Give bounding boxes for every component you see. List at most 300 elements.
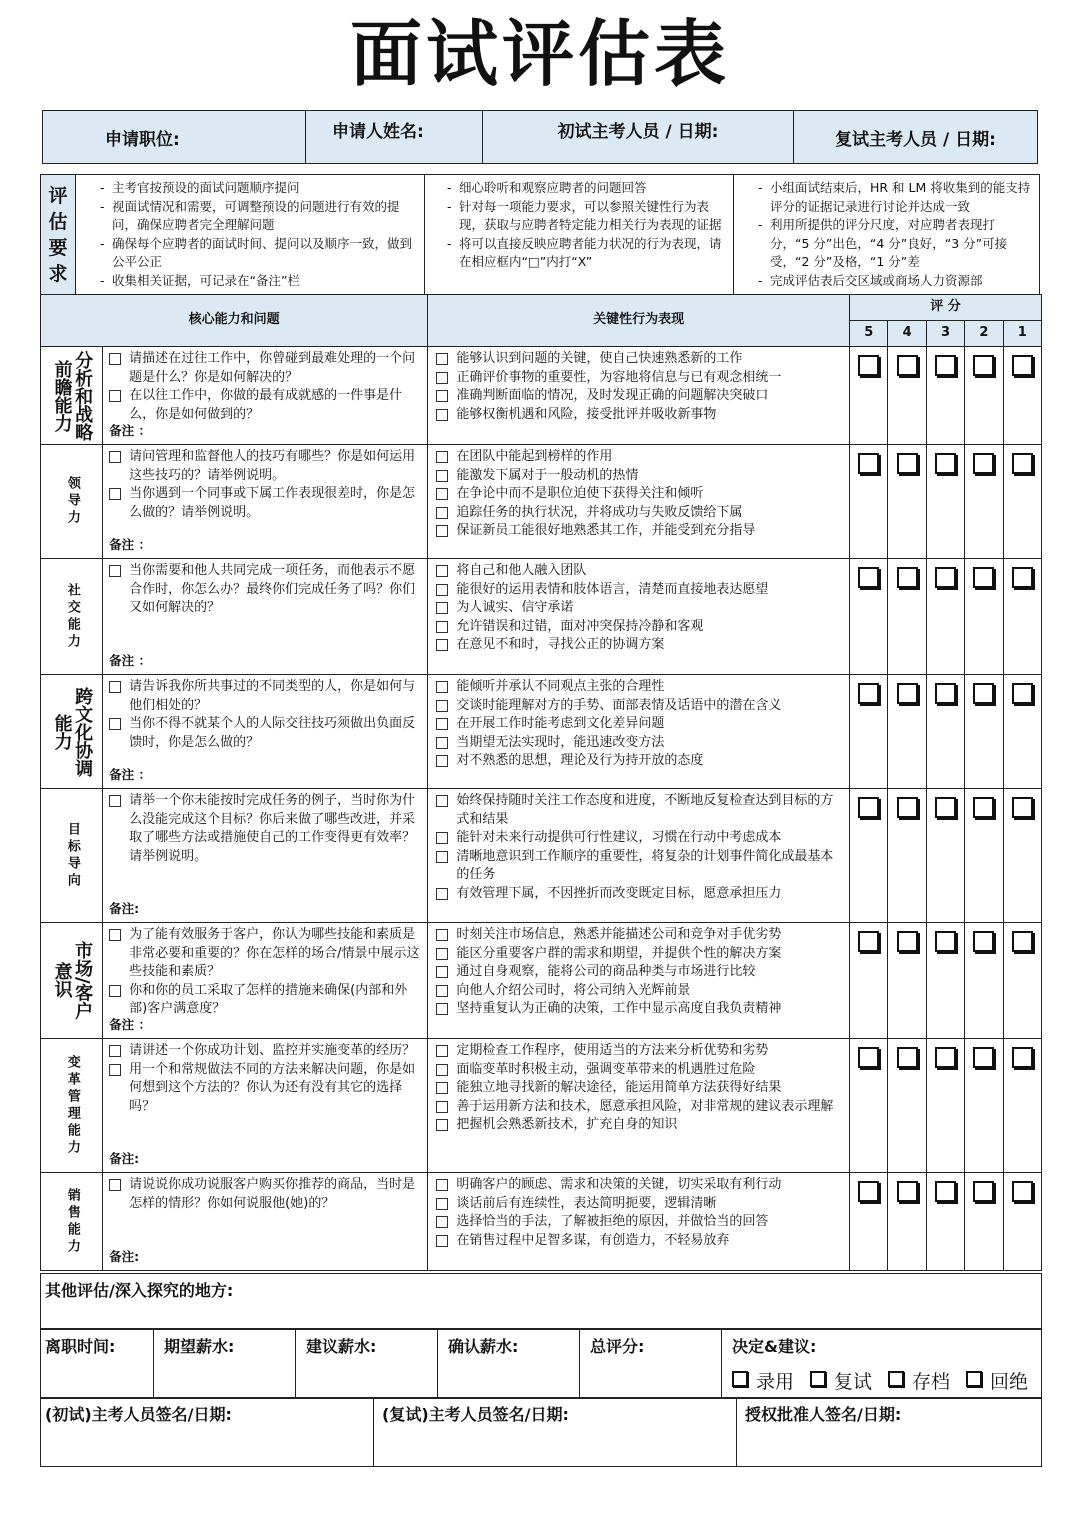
score-cell: [1003, 445, 1041, 559]
score-cell: [1003, 675, 1041, 789]
checkbox-icon[interactable]: [436, 621, 448, 633]
option-hire-label: 录用: [756, 1371, 795, 1393]
behavior-item: [436, 618, 841, 637]
expected-salary-label: 期望薪水:: [164, 1337, 235, 1356]
checkbox-icon[interactable]: [436, 888, 448, 900]
question-text: 请说说你成功说服客户购买你推荐的商品，当时是怎样的情形？你如何说服他(她)的？: [129, 1177, 416, 1211]
score-checkbox-icon[interactable]: [973, 453, 994, 474]
questions-cell: [103, 445, 428, 559]
req-item: - 收集相关证据，可记录在“备注”栏: [112, 272, 416, 291]
checkbox-icon[interactable]: [436, 1216, 448, 1228]
behavior-text: 能很好的运用表情和肢体语言，清楚而直接地表达愿望: [456, 581, 769, 597]
question-text: 在以往工作中，你做的最有成就感的一件事是什么，你是如何做到的？: [129, 388, 403, 422]
score-checkbox-icon[interactable]: [935, 355, 956, 376]
req-label-char: 估: [48, 210, 68, 233]
note-label[interactable]: 备注 ：: [109, 1016, 152, 1032]
score-cell: [850, 1039, 888, 1173]
behavior-item: [436, 1176, 841, 1195]
other-evaluation-label: 其他评估/深入探究的地方:: [45, 1281, 234, 1300]
score-checkbox-icon[interactable]: [973, 683, 994, 704]
checkbox-icon[interactable]: [436, 390, 448, 402]
first-interviewer-field[interactable]: [483, 111, 794, 164]
score-cell: [1003, 923, 1041, 1039]
score-checkbox-icon[interactable]: [858, 567, 879, 588]
checkbox-icon[interactable]: [109, 1045, 121, 1057]
behavior-item: [436, 678, 841, 697]
score-cell: [965, 445, 1003, 559]
score-cell: [888, 1039, 926, 1173]
behavior-text: 有效管理下属，不因挫折而改变既定目标，愿意承担压力: [456, 885, 782, 901]
behavior-item: [436, 369, 841, 388]
score-cell: [926, 1173, 964, 1271]
requirements-col-1: [76, 175, 425, 296]
behavior-item: [436, 636, 841, 655]
competency-name: [41, 789, 103, 923]
behavior-text: 在争论中而不是职位迫使下获得关注和倾听: [456, 486, 704, 501]
behavior-column-header: 关键性行为表现: [428, 295, 850, 347]
question-item: [109, 1042, 421, 1061]
other-evaluation-field[interactable]: [41, 1274, 1042, 1329]
checkbox-icon[interactable]: [436, 1064, 448, 1076]
checkbox-icon[interactable]: [436, 681, 448, 693]
behavior-text: 能区分重要客户群的需求和期望，并提供个性的解决方案: [456, 945, 782, 961]
checkbox-icon[interactable]: [436, 700, 448, 712]
score-cell: [926, 675, 964, 789]
req-item: - 细心聆听和观察应聘者的问题回答: [459, 179, 725, 198]
checkbox-icon[interactable]: [436, 639, 448, 651]
behavior-item: [436, 792, 841, 829]
behavior-item: [436, 1061, 841, 1080]
behavior-item: [436, 848, 841, 885]
behavior-item: [436, 885, 841, 904]
score-checkbox-icon[interactable]: [973, 1047, 994, 1068]
question-text: 请描述在过往工作中，你曾碰到最难处理的一个问题是什么？你是如何解决的？: [129, 351, 416, 385]
score-checkbox-icon[interactable]: [858, 1181, 879, 1202]
score-cell: [888, 559, 926, 675]
checkbox-icon[interactable]: [109, 1179, 121, 1191]
questions-cell: [103, 559, 428, 675]
score-checkbox-icon[interactable]: [935, 683, 956, 704]
checkbox-icon[interactable]: [436, 1179, 448, 1191]
competency-name: [41, 675, 103, 789]
competency-row: [41, 445, 1042, 559]
checkbox-icon[interactable]: [436, 525, 448, 537]
score-cell: [850, 445, 888, 559]
requirements-col-2: [425, 175, 734, 296]
competency-row: [41, 923, 1042, 1039]
score-checkbox-icon[interactable]: [973, 797, 994, 818]
question-text: 请告诉我你所共事过的不同类型的人，你是如何与他们相处的？: [129, 679, 416, 713]
score-checkbox-icon[interactable]: [935, 567, 956, 588]
option-reject[interactable]: [966, 1367, 1028, 1394]
question-text: 当你不得不就某个人的人际交往技巧须做出负面反馈时，你是怎么做的？: [129, 716, 416, 750]
first-interviewer-label: 初试主考人员 / 日期:: [557, 122, 719, 142]
score-5-header: 5: [850, 321, 888, 347]
checkbox-icon[interactable]: [436, 966, 448, 978]
checkbox-icon[interactable]: [810, 1371, 826, 1387]
behavior-item: [436, 1098, 841, 1117]
behaviors-cell: [428, 1039, 850, 1173]
behavior-text: 定期检查工作程序，使用适当的方法来分析优势和劣势: [456, 1043, 769, 1058]
checkbox-icon[interactable]: [436, 488, 448, 500]
score-checkbox-icon[interactable]: [935, 453, 956, 474]
leave-time-label: 离职时间:: [45, 1337, 116, 1356]
behavior-item: [436, 982, 841, 1001]
score-cell: [1003, 1173, 1041, 1271]
question-item: [109, 792, 421, 866]
behavior-item: [436, 1213, 841, 1232]
score-checkbox-icon[interactable]: [897, 683, 918, 704]
score-checkbox-icon[interactable]: [935, 1047, 956, 1068]
competency-name-main: 意识: [51, 962, 73, 999]
suggested-salary-label: 建议薪水:: [306, 1337, 377, 1356]
behavior-text: 当期望无法实现时，能迅速改变方法: [456, 734, 665, 750]
competency-row: [41, 347, 1042, 445]
score-cell: [888, 445, 926, 559]
checkbox-icon[interactable]: [109, 985, 121, 997]
behavior-text: 始终保持随时关注工作态度和进度，不断地反复检查达到目标的方式和结果: [456, 793, 834, 827]
checkbox-icon[interactable]: [436, 1045, 448, 1057]
question-item: [109, 387, 421, 424]
note-label[interactable]: 备注 ：: [109, 422, 152, 438]
req-item: - 主考官按预设的面试问题顺序提问: [112, 179, 416, 198]
score-cell: [850, 1173, 888, 1271]
question-item: [109, 350, 421, 387]
req-item: - 将可以直接反映应聘者能力状况的行为表现，请在相应框内“□”内打“X”: [459, 235, 725, 272]
behavior-item: [436, 581, 841, 600]
score-checkbox-icon[interactable]: [858, 683, 879, 704]
question-item: [109, 562, 421, 618]
behavior-text: 时刻关注市场信息，熟悉并能描述公司和竞争对手优劣势: [456, 927, 782, 942]
score-cell: [926, 347, 964, 445]
competency-name-text: 销售能力: [64, 1187, 80, 1256]
behavior-text: 能够认识到问题的关键，使自己快速熟悉新的工作: [456, 351, 743, 366]
behavior-item: [436, 406, 841, 425]
req-label-char: 求: [48, 262, 68, 285]
score-cell: [888, 675, 926, 789]
behavior-item: [436, 350, 841, 369]
checkbox-icon[interactable]: [436, 353, 448, 365]
behavior-text: 在开展工作时能考虑到文化差异问题: [456, 716, 665, 731]
score-cell: [888, 347, 926, 445]
score-checkbox-icon[interactable]: [973, 567, 994, 588]
score-checkbox-icon[interactable]: [858, 797, 879, 818]
score-cell: [965, 1173, 1003, 1271]
first-signature-field[interactable]: [41, 1398, 374, 1467]
score-checkbox-icon[interactable]: [935, 1181, 956, 1202]
checkbox-icon[interactable]: [966, 1371, 982, 1387]
checkbox-icon[interactable]: [436, 1198, 448, 1210]
second-signature-field[interactable]: [374, 1398, 737, 1467]
score-cell: [1003, 789, 1041, 923]
behavior-item: [436, 467, 841, 486]
applicant-header: [42, 110, 1038, 164]
behavior-item: [436, 1232, 841, 1251]
checkbox-icon[interactable]: [436, 470, 448, 482]
behavior-item: [436, 926, 841, 945]
option-reinterview[interactable]: [810, 1367, 872, 1394]
score-cell: [850, 675, 888, 789]
checkbox-icon[interactable]: [436, 1119, 448, 1131]
score-checkbox-icon[interactable]: [1012, 1047, 1033, 1068]
behaviors-cell: [428, 923, 850, 1039]
leave-time-field[interactable]: [41, 1330, 154, 1399]
score-checkbox-icon[interactable]: [858, 1047, 879, 1068]
question-item: [109, 926, 421, 982]
decision-field: [722, 1330, 1042, 1399]
option-archive[interactable]: [888, 1367, 950, 1394]
page-title: 面试评估表: [349, 12, 730, 96]
score-checkbox-icon[interactable]: [897, 1181, 918, 1202]
behavior-text: 能够权衡机遇和风险，接受批评并吸收新事物: [456, 406, 717, 422]
score-checkbox-icon[interactable]: [897, 797, 918, 818]
suggested-salary-field[interactable]: [296, 1330, 438, 1399]
score-checkbox-icon[interactable]: [973, 1181, 994, 1202]
req-label-char: 要: [48, 236, 68, 259]
score-checkbox-icon[interactable]: [858, 453, 879, 474]
behavior-item: [436, 734, 841, 753]
score-cell: [850, 789, 888, 923]
question-text: 请举一个你未能按时完成任务的例子，当时你为什么没能完成这个目标？你后来做了哪些改进，并采取了哪些方法或措施使自己的工作变得更有效率？请举例说明。: [129, 793, 416, 864]
checkbox-icon[interactable]: [436, 1003, 448, 1015]
competency-column-header: 核心能力和问题: [41, 295, 428, 347]
score-cell: [965, 923, 1003, 1039]
score-checkbox-icon[interactable]: [897, 355, 918, 376]
behavior-text: 清晰地意识到工作顺序的重要性，将复杂的计划事件简化成最基本的任务: [456, 848, 834, 882]
competency-row: [41, 1039, 1042, 1173]
score-checkbox-icon[interactable]: [935, 931, 956, 952]
score-cell: [850, 559, 888, 675]
approver-signature-field[interactable]: [737, 1398, 1042, 1467]
confirmed-salary-field[interactable]: [438, 1330, 580, 1399]
approver-signature-label: 授权批准人签名/日期:: [745, 1405, 902, 1424]
position-label: 申请职位:: [105, 129, 180, 150]
competency-table: [40, 294, 1042, 1271]
behavior-item: [436, 485, 841, 504]
score-2-header: 2: [965, 321, 1003, 347]
score-cell: [888, 923, 926, 1039]
competency-name: [41, 445, 103, 559]
competency-name-text: 领导力: [64, 476, 80, 527]
behavior-item: [436, 1195, 841, 1214]
questions-cell: [103, 675, 428, 789]
behavior-text: 在团队中能起到榜样的作用: [456, 449, 613, 464]
score-checkbox-icon[interactable]: [858, 355, 879, 376]
behavior-item: [436, 1000, 841, 1019]
score-checkbox-icon[interactable]: [973, 355, 994, 376]
score-checkbox-icon[interactable]: [935, 797, 956, 818]
behavior-item: [436, 387, 841, 406]
checkbox-icon[interactable]: [436, 584, 448, 596]
option-archive-label: 存档: [912, 1371, 951, 1393]
req-item: - 确保每个应聘者的面试时间、提问以及顺序一致，做到公平公正: [112, 235, 416, 272]
second-interviewer-field[interactable]: [794, 111, 1038, 164]
note-label[interactable]: 备注:: [109, 900, 140, 916]
question-item: [109, 715, 421, 752]
behavior-item: [436, 1042, 841, 1061]
checkbox-icon[interactable]: [109, 565, 121, 577]
competency-name-text: 社交能力: [64, 582, 80, 651]
score-cell: [850, 347, 888, 445]
score-cell: [888, 789, 926, 923]
checkbox-icon[interactable]: [436, 929, 448, 941]
checkbox-icon[interactable]: [109, 451, 121, 463]
checkbox-icon[interactable]: [436, 795, 448, 807]
option-hire[interactable]: [732, 1367, 794, 1394]
requirements-label: [41, 175, 76, 296]
score-checkbox-icon[interactable]: [897, 931, 918, 952]
applicant-name-field[interactable]: [306, 111, 483, 164]
score-checkbox-icon[interactable]: [897, 453, 918, 474]
expected-salary-field[interactable]: [154, 1330, 296, 1399]
behavior-text: 能激发下属对于一般动机的热情: [456, 467, 639, 483]
behavior-text: 明确客户的顾虑、需求和决策的关键，切实采取有利行动: [456, 1177, 782, 1192]
checkbox-icon[interactable]: [436, 565, 448, 577]
score-checkbox-icon[interactable]: [897, 1047, 918, 1068]
competency-name-sub: 市场/客户: [72, 941, 94, 1020]
score-checkbox-icon[interactable]: [1012, 797, 1033, 818]
req-item: - 利用所提供的评分尺度，对应聘者表现打分，“5 分”出色，“4 分”良好，“3 分”可接受，“2 分”及格，“1 分”差: [770, 216, 1031, 272]
score-checkbox-icon[interactable]: [897, 567, 918, 588]
behavior-text: 交谈时能理解对方的手势、面部表情及话语中的潜在含义: [456, 697, 782, 713]
checkbox-icon[interactable]: [109, 1064, 121, 1076]
score-cell: [965, 675, 1003, 789]
behaviors-cell: [428, 789, 850, 923]
total-score-field[interactable]: [580, 1330, 722, 1399]
question-item: [109, 1176, 421, 1213]
req-label-char: 评: [48, 184, 68, 207]
checkbox-icon[interactable]: [732, 1371, 748, 1387]
checkbox-icon[interactable]: [436, 985, 448, 997]
checkbox-icon[interactable]: [109, 718, 121, 730]
questions-cell: [103, 1173, 428, 1271]
checkbox-icon[interactable]: [436, 409, 448, 421]
competency-row: [41, 1173, 1042, 1271]
checkbox-icon[interactable]: [436, 1235, 448, 1247]
signature-row: [40, 1397, 1042, 1467]
total-score-label: 总评分:: [590, 1337, 645, 1356]
behavior-text: 保证新员工能很好地熟悉其工作，并能受到充分指导: [456, 523, 756, 538]
behavior-item: [436, 963, 841, 982]
option-reinterview-label: 复试: [834, 1371, 873, 1393]
behaviors-cell: [428, 347, 850, 445]
checkbox-icon[interactable]: [436, 832, 448, 844]
checkbox-icon[interactable]: [436, 602, 448, 614]
checkbox-icon[interactable]: [109, 929, 121, 941]
score-checkbox-icon[interactable]: [1012, 931, 1033, 952]
behavior-text: 准确判断面临的情况，及时发现正确的问题解决突破口: [456, 388, 769, 403]
score-cell: [926, 1039, 964, 1173]
note-label[interactable]: 备注 ：: [109, 766, 152, 782]
checkbox-icon[interactable]: [436, 372, 448, 384]
score-cell: [1003, 1039, 1041, 1173]
behavior-text: 追踪任务的执行状况，并将成功与失败反馈给下属: [456, 504, 743, 520]
competency-name: [41, 1173, 103, 1271]
checkbox-icon[interactable]: [436, 1101, 448, 1113]
checkbox-icon[interactable]: [436, 851, 448, 863]
behavior-item: [436, 829, 841, 848]
competency-row: [41, 675, 1042, 789]
score-checkbox-icon[interactable]: [1012, 453, 1033, 474]
checkbox-icon[interactable]: [109, 681, 121, 693]
score-checkbox-icon[interactable]: [1012, 567, 1033, 588]
question-item: [109, 485, 421, 522]
behaviors-cell: [428, 675, 850, 789]
checkbox-icon[interactable]: [888, 1371, 904, 1387]
question-text: 当你遇到一个同事或下属工作表现很差时，你是怎么做的？请举例说明。: [129, 486, 416, 520]
score-checkbox-icon[interactable]: [1012, 683, 1033, 704]
behavior-text: 选择恰当的手法，了解被拒绝的原因，并做恰当的回答: [456, 1214, 769, 1229]
checkbox-icon[interactable]: [436, 755, 448, 767]
second-signature-label: (复试)主考人员签名/日期:: [382, 1405, 569, 1424]
confirmed-salary-label: 确认薪水:: [448, 1337, 519, 1356]
checkbox-icon[interactable]: [436, 718, 448, 730]
checkbox-icon[interactable]: [436, 737, 448, 749]
note-label[interactable]: 备注:: [109, 1150, 140, 1166]
note-label[interactable]: 备注:: [109, 1248, 140, 1264]
score-cell: [926, 923, 964, 1039]
score-checkbox-icon[interactable]: [1012, 1181, 1033, 1202]
competency-name: [41, 559, 103, 675]
question-item: [109, 982, 421, 1019]
score-cell: [965, 789, 1003, 923]
competency-name-sub: 跨文化协调: [72, 686, 94, 777]
checkbox-icon[interactable]: [436, 1082, 448, 1094]
score-checkbox-icon[interactable]: [858, 931, 879, 952]
behavior-item: [436, 1116, 841, 1135]
score-checkbox-icon[interactable]: [973, 931, 994, 952]
position-field[interactable]: [43, 111, 306, 164]
competency-name: [41, 923, 103, 1039]
behavior-item: [436, 945, 841, 964]
competency-row: [41, 789, 1042, 923]
question-text: 用一个和常规做法不同的方法来解决问题，你是如何想到这个方法的？你认为还有没有其它的选择吗？: [129, 1061, 416, 1114]
questions-cell: [103, 789, 428, 923]
behaviors-cell: [428, 1173, 850, 1271]
behaviors-cell: [428, 445, 850, 559]
option-reject-label: 回绝: [990, 1371, 1029, 1393]
checkbox-icon[interactable]: [436, 948, 448, 960]
score-3-header: 3: [926, 321, 964, 347]
behavior-text: 通过自身观察，能将公司的商品种类与市场进行比较: [456, 964, 756, 979]
score-checkbox-icon[interactable]: [1012, 355, 1033, 376]
score-cell: [965, 1039, 1003, 1173]
score-cell: [1003, 347, 1041, 445]
note-label[interactable]: 备注 ：: [109, 652, 152, 668]
competency-name-text: 目标导向: [64, 821, 80, 890]
behavior-text: 能针对未来行动提供可行性建议，习惯在行动中考虑成本: [456, 830, 782, 845]
behavior-item: [436, 599, 841, 618]
behavior-item: [436, 697, 841, 716]
checkbox-icon[interactable]: [109, 795, 121, 807]
behavior-item: [436, 562, 841, 581]
score-4-header: 4: [888, 321, 926, 347]
questions-cell: [103, 923, 428, 1039]
competency-name-main: 前瞻能力: [51, 359, 73, 432]
first-signature-label: (初试)主考人员签名/日期:: [45, 1405, 232, 1424]
checkbox-icon[interactable]: [436, 451, 448, 463]
note-label[interactable]: 备注 ：: [109, 536, 152, 552]
checkbox-icon[interactable]: [109, 390, 121, 402]
checkbox-icon[interactable]: [109, 353, 121, 365]
score-cell: [1003, 559, 1041, 675]
req-item: - 针对每一项能力要求，可以参照关键性行为表现，获取与应聘者特定能力相关行为表现的证据: [459, 198, 725, 235]
behavior-item: [436, 752, 841, 771]
competency-name-text: 变革管理能力: [64, 1054, 80, 1157]
checkbox-icon[interactable]: [436, 507, 448, 519]
checkbox-icon[interactable]: [109, 488, 121, 500]
question-item: [109, 448, 421, 485]
